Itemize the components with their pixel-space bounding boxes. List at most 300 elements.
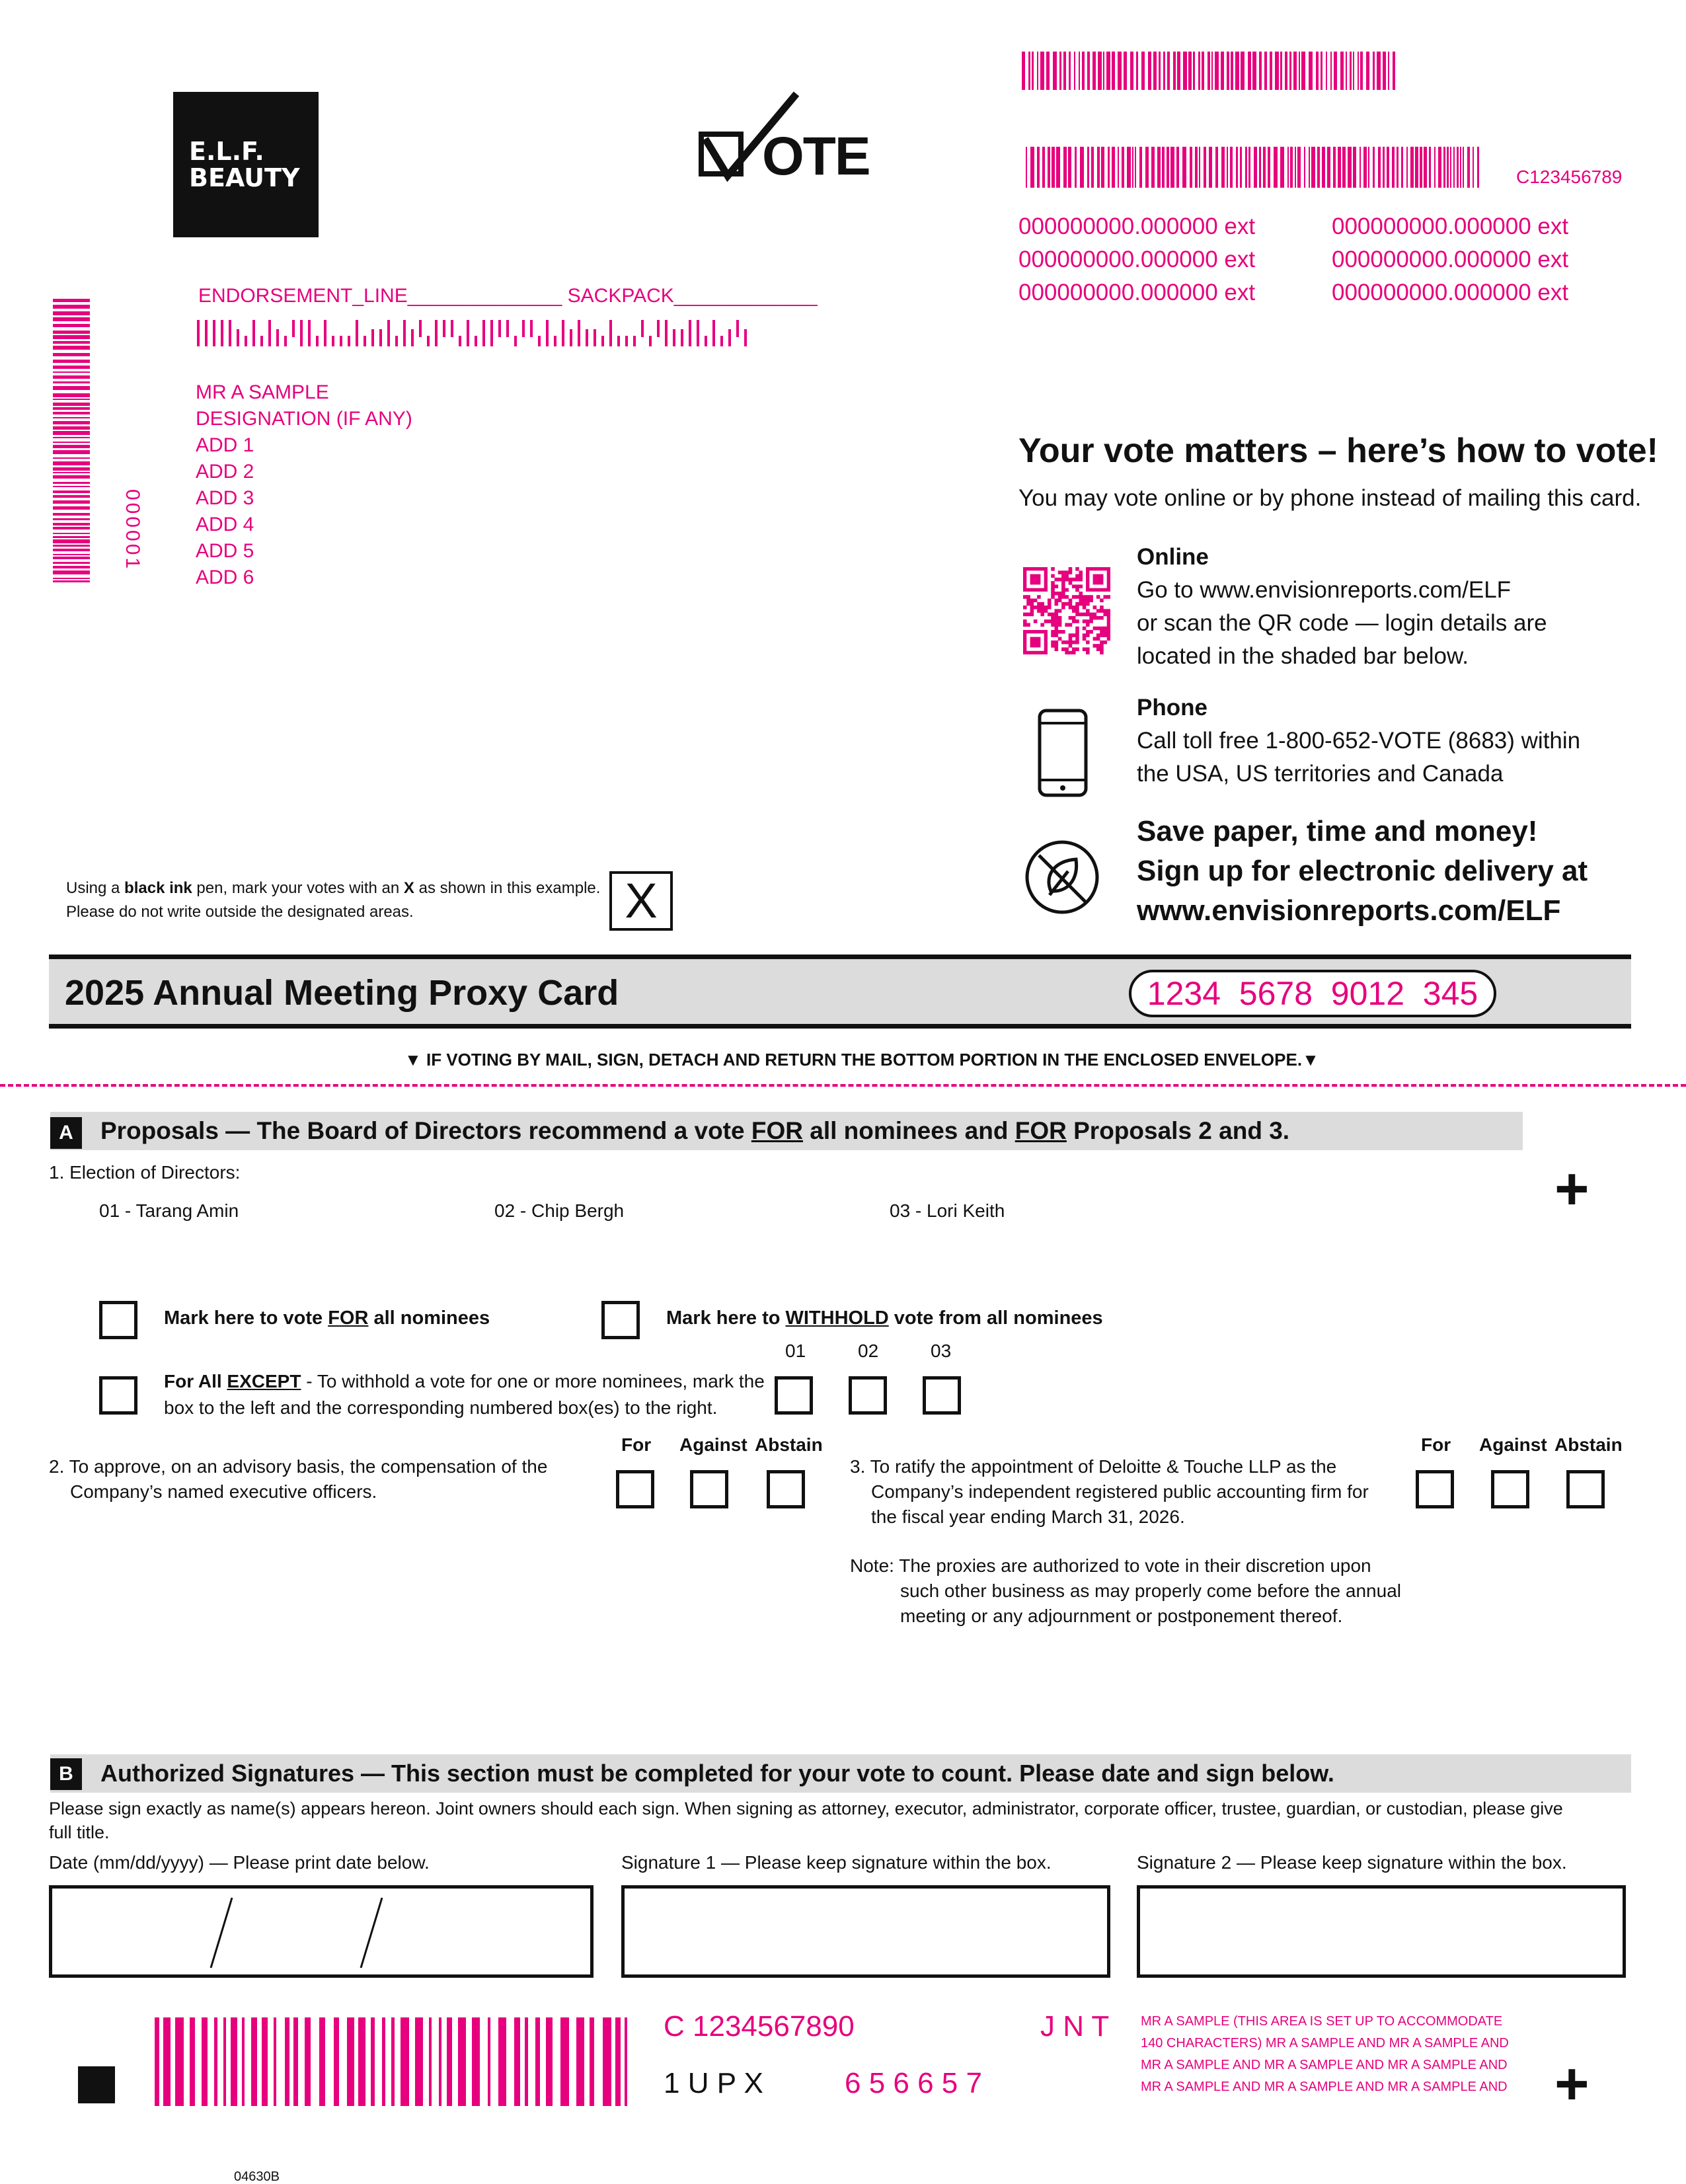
barcode-bar	[1193, 52, 1195, 90]
postal-bar	[665, 320, 668, 346]
barcode-bar	[1317, 147, 1320, 188]
barcode-bar	[53, 407, 90, 410]
nominee-02-checkbox[interactable]	[849, 1376, 887, 1415]
barcode-bar	[1275, 52, 1279, 90]
barcode-bar	[305, 2017, 311, 2106]
barcode-bar	[1415, 147, 1418, 188]
endorsement-line: ENDORSEMENT_LINE______________ SACKPACK_____________	[198, 285, 818, 307]
address-line: MR A SAMPLE	[196, 381, 329, 403]
barcode-bar	[458, 2017, 466, 2106]
barcode-bar	[514, 2017, 520, 2106]
barcode-bar	[53, 580, 90, 582]
postal-bar	[371, 329, 374, 346]
barcode-bar	[53, 437, 90, 438]
barcode-bar	[1046, 52, 1050, 90]
barcode-bar	[53, 495, 90, 498]
phone-line: Call toll free 1-800-652-VOTE (8683) within	[1137, 728, 1581, 754]
barcode-bar	[1118, 52, 1122, 90]
postal-bar	[475, 336, 477, 346]
postal-bar	[387, 320, 390, 346]
barcode-bar	[1108, 147, 1110, 188]
barcode-bar	[1340, 52, 1344, 90]
barcode-bar	[1287, 147, 1289, 188]
withhold-all-checkbox[interactable]	[601, 1301, 640, 1339]
barcode-bar	[1190, 147, 1192, 188]
barcode-bar	[1377, 52, 1381, 90]
barcode-bar	[53, 386, 90, 390]
barcode-bar	[1443, 147, 1445, 188]
paperless-block	[1137, 812, 1588, 931]
barcode-bar	[1106, 52, 1110, 90]
barcode-bar	[1162, 147, 1165, 188]
postal-bar	[609, 320, 612, 346]
barcode-bar	[53, 375, 90, 379]
nominee-name: 01 - Tarang Amin	[99, 1200, 239, 1221]
barcode-bar	[1227, 147, 1228, 188]
postal-bar	[308, 320, 311, 346]
barcode-bar	[1182, 147, 1186, 188]
barcode-bar	[262, 2017, 268, 2106]
barcode-bar	[1215, 147, 1218, 188]
barcode-bar	[1321, 52, 1322, 90]
barcode-bar	[319, 2017, 325, 2106]
address-line: DESIGNATION (IF ANY)	[196, 408, 412, 430]
paperless-line[interactable]: www.envisionreports.com/ELF	[1137, 894, 1561, 927]
barcode-bar	[1135, 147, 1136, 188]
barcode-bar	[1280, 52, 1282, 90]
footer-sample-text: MR A SAMPLE (THIS AREA IS SET UP TO ACCOMMODATE 140 CHARACTERS) MR A SAMPLE AND MR A SAMPLE AND MR A SAMPLE AND MR A SAMPLE AND MR A SAMPLE AND MR A SAMPLE AND MR A SAMPLE AND MR A SAMPLE AND	[1141, 2014, 1509, 2094]
postal-bar	[205, 320, 208, 346]
barcode-bar	[472, 2017, 480, 2106]
barcode-bar	[1198, 52, 1200, 90]
barcode-bar	[1040, 52, 1044, 90]
barcode-bar	[615, 2017, 621, 2106]
barcode-bar	[53, 335, 90, 339]
barcode-bar	[1245, 147, 1247, 188]
withhold-all-label: Mark here to WITHHOLD vote from all nominees	[666, 1307, 1103, 1329]
postal-bar	[332, 336, 334, 346]
barcode-bar	[1059, 52, 1061, 90]
barcode-bar	[1264, 52, 1267, 90]
barcode-bar	[525, 2017, 528, 2106]
nominee-number: 02	[858, 1341, 879, 1361]
proxy-card-title: 2025 Annual Meeting Proxy Card	[65, 973, 619, 1013]
postal-bar	[712, 320, 715, 346]
postal-bar	[300, 320, 303, 346]
barcode-bar	[1032, 52, 1034, 90]
barcode-bar	[1068, 147, 1071, 188]
barcode-bar	[1167, 52, 1170, 90]
barcode-bar	[1079, 52, 1080, 90]
barcode-bar	[1097, 147, 1100, 188]
postal-bar	[229, 320, 231, 346]
barcode-bar	[1289, 52, 1291, 90]
postal-bar	[276, 329, 279, 346]
postal-bar	[554, 336, 556, 346]
barcode-bar	[1309, 52, 1313, 90]
barcode-bar	[1295, 147, 1296, 188]
barcode-bar	[1460, 147, 1461, 188]
barcode-bar	[1270, 52, 1272, 90]
footer-sequence: 6 5 6 6 5 7	[845, 2067, 982, 2099]
barcode-bar	[53, 412, 90, 414]
barcode-bar	[53, 457, 90, 459]
section-b-title: Authorized Signatures — This section must be completed for your vote to count. Please date and sign below.	[100, 1760, 1334, 1787]
barcode-bar	[1410, 147, 1414, 188]
barcode-bar	[53, 562, 90, 564]
barcode-bar	[1183, 52, 1187, 90]
barcode-bar	[1373, 147, 1375, 188]
barcode-bar	[1230, 147, 1233, 188]
barcode-bar	[1342, 147, 1346, 188]
barcode-bar	[1063, 147, 1067, 188]
bottom-barcode	[155, 2017, 641, 2106]
barcode-bar	[1231, 52, 1233, 90]
barcode-bar	[1163, 52, 1165, 90]
barcode-bar	[1429, 147, 1431, 188]
barcode-bar	[1122, 147, 1124, 188]
postal-bar	[728, 329, 731, 346]
barcode-bar	[1333, 147, 1336, 188]
company-logo	[173, 92, 319, 237]
vote-for-all-label: Mark here to vote FOR all nominees	[164, 1307, 490, 1329]
barcode-bar	[53, 533, 90, 534]
barcode-bar	[1157, 147, 1161, 188]
vertical-barcode	[53, 299, 90, 584]
barcode-bar	[53, 381, 90, 383]
barcode-bar	[1074, 52, 1075, 90]
detach-line	[0, 1084, 1686, 1087]
signature-instructions: Please sign exactly as name(s) appears hereon. Joint owners should each sign. When signing as attorney, executor, administrator, corporate officer, trustee, guardian, or custodian, please give full title.	[49, 1799, 1563, 1842]
barcode-bar	[53, 513, 90, 516]
barcode-bar	[334, 2017, 339, 2106]
online-block	[1137, 541, 1547, 673]
vertical-id: 000001	[122, 489, 143, 572]
barcode-bar	[1053, 52, 1057, 90]
barcode-bar	[1473, 147, 1474, 188]
barcode-bar	[1290, 147, 1293, 188]
barcode-bar	[1195, 147, 1198, 188]
barcode-bar	[1401, 147, 1403, 188]
barcode-bar	[1248, 147, 1250, 188]
postal-bar	[292, 320, 295, 337]
date-separators	[52, 1889, 590, 1974]
barcode-bar	[53, 445, 90, 448]
barcode-bar	[1221, 147, 1225, 188]
barcode-bar	[1101, 147, 1104, 188]
barcode-bar	[1348, 147, 1352, 188]
barcode-bar	[1406, 147, 1408, 188]
barcode-bar	[53, 421, 90, 424]
proposal-3-abstain-checkbox[interactable]	[1566, 1470, 1605, 1508]
barcode-bar	[1052, 147, 1055, 188]
barcode-bar	[358, 2017, 365, 2106]
barcode-bar	[53, 431, 90, 435]
proposal-3-against-checkbox[interactable]	[1491, 1470, 1529, 1508]
postal-bar	[720, 336, 723, 346]
address-line: ADD 6	[196, 566, 254, 588]
barcode-bar	[1393, 52, 1395, 90]
barcode-bar	[1293, 52, 1297, 90]
barcode-bar	[274, 2017, 276, 2106]
barcode-bar	[53, 353, 90, 356]
barcode-bar	[1350, 52, 1352, 90]
postal-bar	[617, 336, 620, 346]
barcode-bar	[546, 2017, 553, 2106]
barcode-bar	[53, 403, 90, 406]
postal-bar	[482, 320, 485, 346]
phone-icon	[1038, 709, 1088, 800]
barcode-bar	[1248, 52, 1251, 90]
postal-bar	[197, 320, 200, 346]
nominee-name: 02 - Chip Bergh	[494, 1200, 625, 1221]
barcode-bar	[1112, 147, 1115, 188]
registration-square	[78, 2066, 115, 2103]
barcode-bar	[1263, 147, 1266, 188]
phone-block	[1137, 691, 1580, 791]
control-number: 000000000.000000 ext	[1018, 247, 1256, 272]
barcode-bar	[1118, 147, 1119, 188]
leaf-icon	[1024, 839, 1100, 918]
paperless-line: Save paper, time and money!	[1137, 815, 1538, 847]
vote-subheading: You may vote online or by phone instead of mailing this card.	[1018, 485, 1642, 511]
address-line: ADD 2	[196, 461, 254, 483]
barcode-bar	[1309, 147, 1310, 188]
barcode-bar	[53, 570, 90, 574]
control-number: 000000000.000000 ext	[1018, 214, 1256, 239]
postal-bar	[570, 329, 572, 346]
instruction-line-2: Please do not write outside the designated areas.	[66, 903, 414, 921]
barcode-bar	[1092, 52, 1096, 90]
barcode-bar	[1311, 147, 1315, 188]
barcode-bar	[439, 2017, 441, 2106]
postal-bar	[673, 329, 675, 346]
barcode-bar	[347, 2017, 354, 2106]
control-number: 000000000.000000 ext	[1018, 280, 1256, 305]
barcode-bar	[1159, 52, 1161, 90]
barcode-bar	[1259, 52, 1262, 90]
barcode-bar	[1080, 147, 1084, 188]
barcode-bar	[1467, 147, 1470, 188]
barcode-bar	[53, 346, 90, 350]
barcode-bar	[1056, 147, 1060, 188]
nominee-number: 03	[931, 1341, 952, 1361]
barcode-bar	[1063, 52, 1066, 90]
barcode-bar	[214, 2017, 217, 2106]
barcode-bar	[53, 467, 90, 471]
postal-bar	[459, 336, 461, 346]
for-all-except-checkbox[interactable]	[99, 1376, 137, 1415]
barcode-bar	[1167, 147, 1169, 188]
barcode-bar	[1048, 147, 1050, 188]
barcode-bar	[1358, 52, 1359, 90]
postal-bar	[681, 329, 683, 346]
barcode-bar	[53, 317, 90, 321]
logo-line1: E.L.F.	[189, 137, 264, 166]
barcode-bar	[1346, 52, 1347, 90]
postal-barcode	[197, 320, 753, 346]
address-line: ADD 5	[196, 540, 254, 562]
barcode-bar	[1176, 147, 1179, 188]
postal-bar	[268, 320, 271, 346]
date-input-box[interactable]	[49, 1885, 594, 1978]
form-code: 04630B	[234, 2169, 280, 2184]
postal-bar	[689, 320, 691, 346]
barcode-bar	[1397, 147, 1399, 188]
signature-2-box[interactable]	[1137, 1885, 1626, 1978]
barcode-bar	[202, 2017, 208, 2106]
address-line: ADD 3	[196, 487, 254, 509]
postal-bar	[657, 320, 660, 337]
barcode-bar	[1141, 52, 1145, 90]
barcode-bar	[53, 399, 90, 400]
barcode-bar	[1145, 147, 1149, 188]
qr-code-icon[interactable]	[1023, 567, 1110, 654]
postal-bar	[443, 320, 445, 337]
barcode-bar	[1153, 52, 1157, 90]
postal-bar	[340, 336, 342, 346]
barcode-bar	[1366, 52, 1369, 90]
online-title: Online	[1137, 544, 1209, 570]
date-label: Date (mm/dd/yyyy) — Please print date below.	[49, 1852, 430, 1873]
signature-2-label: Signature 2 — Please keep signature within the box.	[1137, 1852, 1567, 1873]
barcode-bar	[190, 2017, 195, 2106]
barcode-bar	[53, 527, 90, 529]
barcode-bar	[53, 311, 90, 315]
online-line: located in the shaded bar below.	[1137, 643, 1469, 669]
barcode-bar	[1463, 147, 1464, 188]
vote-logo	[697, 91, 870, 190]
barcode-bar	[1124, 52, 1127, 90]
barcode-bar	[53, 518, 90, 520]
barcode-bar	[1388, 52, 1389, 90]
barcode-bar	[590, 2017, 594, 2106]
signature-1-label: Signature 1 — Please keep signature within the box.	[621, 1852, 1052, 1873]
barcode-bar	[175, 2017, 184, 2106]
postal-bar	[641, 320, 644, 337]
barcode-bar	[603, 2017, 611, 2106]
barcode-bar	[1130, 52, 1133, 90]
barcode-bar	[1334, 52, 1337, 90]
election-label: 1. Election of Directors:	[49, 1162, 241, 1183]
barcode-bar	[1209, 147, 1212, 188]
postal-bar	[490, 320, 493, 346]
vote-header-abstain: Abstain	[1554, 1434, 1623, 1455]
paperless-line: Sign up for electronic delivery at	[1137, 855, 1588, 887]
barcode-bar	[1211, 52, 1213, 90]
barcode-bar	[1069, 52, 1071, 90]
online-line[interactable]: Go to www.envisionreports.com/ELF	[1137, 577, 1512, 603]
vote-header-for: For	[1421, 1434, 1451, 1455]
postal-bar	[522, 320, 525, 337]
postal-bar	[403, 320, 406, 346]
barcode-bar	[1420, 147, 1422, 188]
barcode-bar	[53, 482, 90, 484]
barcode-bar	[1297, 147, 1301, 188]
barcode-bar	[53, 486, 90, 487]
barcode-bar	[1477, 147, 1479, 188]
postal-bar	[649, 336, 652, 346]
postal-bar	[316, 336, 319, 346]
proposal-2-for-checkbox[interactable]	[616, 1470, 654, 1508]
barcode-bar	[1383, 147, 1385, 188]
phone-title: Phone	[1137, 695, 1207, 721]
postal-bar	[625, 336, 628, 346]
barcode-bar	[1450, 147, 1451, 188]
down-arrow-icon: ▼	[404, 1050, 426, 1070]
barcode-bar	[371, 2017, 375, 2106]
barcode-bar	[1373, 52, 1375, 90]
down-arrow-icon: ▼	[1302, 1050, 1319, 1070]
barcode-bar	[1170, 147, 1174, 188]
barcode-bar	[1285, 52, 1287, 90]
proposal-2-against-checkbox[interactable]	[690, 1470, 728, 1508]
vote-header-against: Against	[1479, 1434, 1547, 1455]
postal-bar	[451, 320, 453, 337]
postal-bar	[705, 336, 707, 346]
barcode-bar	[53, 366, 90, 369]
barcode-bar	[53, 305, 90, 309]
barcode-bar	[53, 566, 90, 568]
barcode-bar	[1338, 147, 1341, 188]
postal-bar	[538, 336, 541, 346]
postal-bar	[237, 329, 239, 346]
barcode-bar	[53, 475, 90, 479]
instruction-line-1: Using a black ink pen, mark your votes with an X as shown in this example.	[66, 879, 601, 897]
barcode-bar	[251, 2017, 257, 2106]
vote-for-all-checkbox[interactable]	[99, 1301, 137, 1339]
barcode-bar	[293, 2017, 298, 2106]
barcode-bar	[53, 557, 90, 559]
barcode-bar	[1236, 147, 1238, 188]
nominee-03-checkbox[interactable]	[923, 1376, 961, 1415]
barcode-bar	[53, 545, 90, 547]
barcode-bar	[1457, 147, 1459, 188]
proposal-3-for-checkbox[interactable]	[1416, 1470, 1454, 1508]
barcode-bar	[1434, 147, 1436, 188]
barcode-bar	[1240, 147, 1242, 188]
postal-bar	[594, 329, 596, 346]
barcode-bar	[1383, 52, 1386, 90]
control-number: 000000000.000000 ext	[1332, 280, 1569, 305]
barcode-bar	[53, 371, 90, 373]
barcode-bar	[53, 523, 90, 526]
postal-bar	[633, 336, 636, 346]
postal-bar	[506, 320, 509, 337]
barcode-bar	[1259, 147, 1261, 188]
barcode-bar	[488, 2017, 490, 2106]
postal-bar	[356, 320, 358, 346]
plus-mark: +	[1554, 1156, 1590, 1222]
note-block: Note: The proxies are authorized to vote in their discretion upon such other business as may properly come before the annual meeting or any adjournment or postponement thereof.	[850, 1555, 1401, 1626]
barcode-bar	[53, 442, 90, 443]
barcode-bar	[53, 506, 90, 510]
barcode-bar	[53, 331, 90, 334]
proposal-2-abstain-checkbox[interactable]	[767, 1470, 805, 1508]
barcode-bar	[1424, 147, 1427, 188]
barcode-bar	[1274, 147, 1278, 188]
barcode-bar	[1028, 52, 1030, 90]
footer-jnt: J N T	[1040, 2010, 1110, 2043]
nominee-01-checkbox[interactable]	[775, 1376, 813, 1415]
online-line: or scan the QR code — login details are	[1137, 610, 1547, 636]
postal-bar	[245, 336, 247, 346]
barcode-bar	[1353, 147, 1356, 188]
postal-bar	[395, 336, 398, 346]
postal-bar	[697, 320, 699, 346]
mail-notice-text: IF VOTING BY MAIL, SIGN, DETACH AND RETURN THE BOTTOM PORTION IN THE ENCLOSED ENVELOPE.	[426, 1050, 1303, 1070]
signature-1-box[interactable]	[621, 1885, 1110, 1978]
